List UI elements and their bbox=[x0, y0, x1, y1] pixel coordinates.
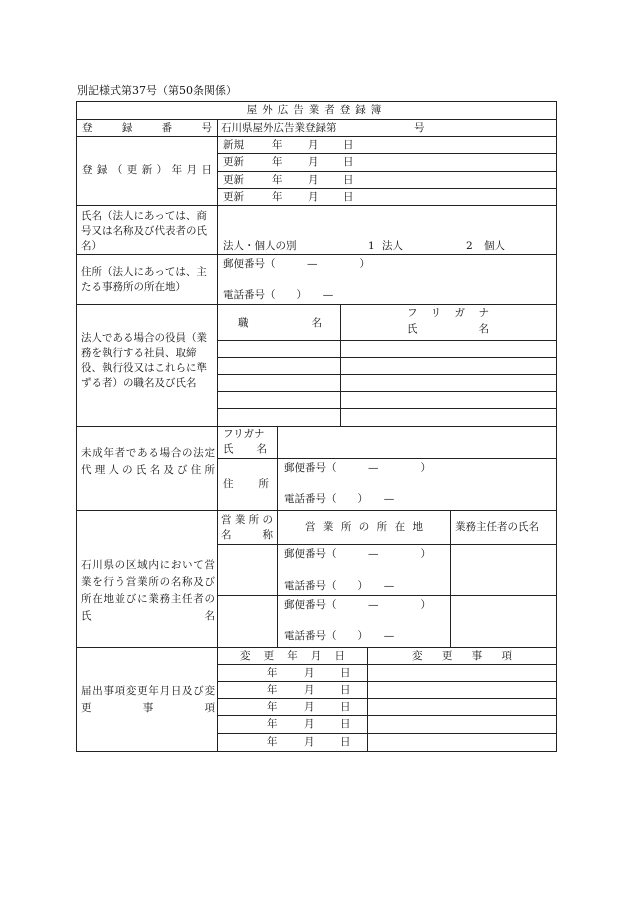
officers-col-name: 氏名 bbox=[407, 323, 489, 335]
office-phone: 電話番号（ ） — bbox=[284, 630, 395, 642]
officers-label: 法人である場合の役員（業務を執行する社員、取締役、執行役又はこれらに準ずる者）の職名及び氏名 bbox=[81, 332, 207, 389]
reg-number-label: 登録番号 bbox=[82, 122, 212, 134]
changes-col-item: 変更事項 bbox=[412, 650, 512, 662]
office-postal: 郵便番号（ — ） bbox=[284, 548, 431, 560]
guardian-postal: 郵便番号（ — ） bbox=[284, 462, 431, 474]
guardian-furigana: フリガナ bbox=[223, 428, 265, 440]
officers-col-furigana: フリガナ bbox=[407, 307, 489, 319]
officers-col-title: 職名 bbox=[238, 317, 322, 329]
address-postal: 郵便番号（ — ） bbox=[223, 258, 370, 270]
office-location-header: 営業所の所在地 bbox=[305, 521, 423, 533]
office-name-header: 営業所の名称 bbox=[221, 514, 273, 541]
address-label: 住所（法人にあっては、主たる事務所の所在地） bbox=[81, 266, 207, 293]
office-phone: 電話番号（ ） — bbox=[284, 580, 395, 592]
reg-date-label: 登録（更新）年月日 bbox=[82, 164, 212, 176]
changes-label: 届出事項変更年月日及び変更事項 bbox=[81, 685, 215, 714]
guardian-name: 氏名 bbox=[223, 443, 267, 455]
registry-title: 屋外広告業者登録簿 bbox=[246, 104, 387, 116]
form-caption: 別記様式第37号（第50条関係） bbox=[77, 84, 237, 97]
address-phone: 電話番号（ ） — bbox=[223, 289, 334, 301]
guardian-address-label: 住所 bbox=[223, 478, 269, 490]
office-manager-header: 業務主任者の氏名 bbox=[455, 521, 539, 533]
office-postal: 郵便番号（ — ） bbox=[284, 599, 431, 611]
guardian-label: 未成年者である場合の法定代理人の氏名及び住所 bbox=[81, 447, 215, 476]
reg-number-prefix: 石川県屋外広告業登録第 bbox=[221, 122, 337, 134]
guardian-phone: 電話番号（ ） — bbox=[284, 493, 395, 505]
name-label: 氏名（法人にあっては、商号又は名称及び代表者の氏名） bbox=[81, 210, 207, 252]
changes-col-date: 変更年月日 bbox=[240, 650, 345, 662]
offices-label: 石川県の区域内において営業を行う営業所の名称及び所在地並びに業務主任者の氏名 bbox=[81, 559, 215, 622]
reg-number-suffix: 号 bbox=[414, 122, 425, 134]
